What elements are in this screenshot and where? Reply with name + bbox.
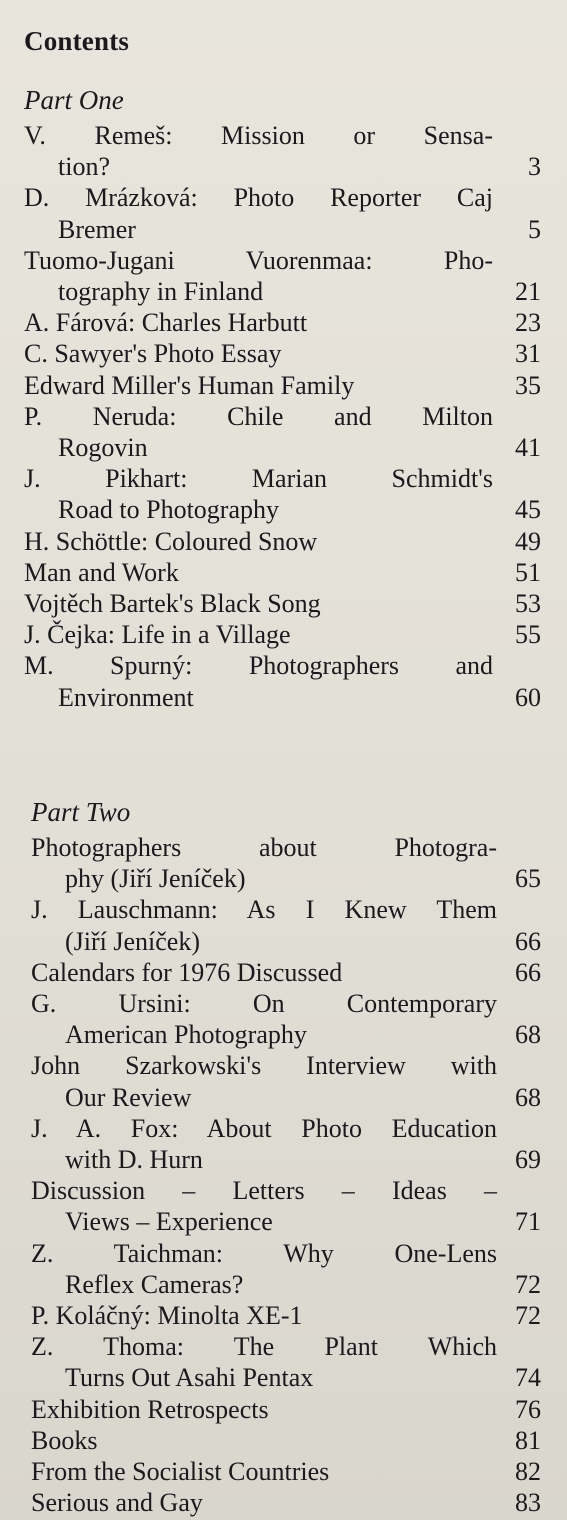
entry-page-number: 5 bbox=[528, 214, 541, 244]
contents-entry bbox=[0, 557, 567, 588]
entry-title-line: Views – Experience bbox=[65, 1207, 273, 1237]
entry-title-line: Serious and Gay bbox=[31, 1488, 203, 1518]
entry-title-line: Bremer bbox=[58, 214, 136, 244]
entry-page-number: 45 bbox=[515, 495, 541, 525]
entry-page-number: 55 bbox=[515, 620, 541, 650]
entry-title-line: (Jiří Jeníček) bbox=[65, 926, 201, 956]
entry-page-number: 65 bbox=[515, 864, 541, 894]
entry-page-number: 72 bbox=[515, 1269, 541, 1299]
entry-title-line: A. Fárová: Charles Harbutt bbox=[24, 308, 308, 338]
entry-page-number: 35 bbox=[515, 370, 541, 400]
entry-title-line: Z. Taichman: Why One-Lens bbox=[31, 1238, 497, 1268]
entry-page-number: 81 bbox=[515, 1425, 541, 1455]
contents-entry bbox=[0, 245, 567, 307]
entry-title-line: G. Ursini: On Contemporary bbox=[31, 989, 497, 1019]
entry-title-line: American Photography bbox=[65, 1020, 307, 1050]
contents-entry bbox=[0, 1331, 567, 1393]
entry-title-line: D. Mrázková: Photo Reporter Caj bbox=[24, 183, 493, 213]
entry-page-number: 41 bbox=[515, 433, 541, 463]
contents-entry bbox=[0, 894, 567, 956]
contents-entry bbox=[0, 1050, 567, 1112]
entry-title-line: Discussion – Letters – Ideas – bbox=[31, 1176, 497, 1206]
contents-entry bbox=[0, 401, 567, 463]
entry-title-line: J. Lauschmann: As I Knew Them bbox=[31, 895, 497, 925]
entry-title-line: John Szarkowski's Interview with bbox=[31, 1051, 497, 1081]
part-title: Part One bbox=[24, 85, 124, 115]
entry-title-line: Rogovin bbox=[58, 433, 148, 463]
entry-title-line: Photographers about Photogra- bbox=[31, 833, 497, 862]
entry-page-number: 72 bbox=[515, 1301, 541, 1331]
entry-page-number: 21 bbox=[515, 277, 541, 307]
entry-title-line: Reflex Cameras? bbox=[65, 1269, 244, 1299]
entry-page-number: 68 bbox=[515, 1020, 541, 1050]
contents-entry bbox=[0, 957, 567, 988]
entry-title-line: H. Schöttle: Coloured Snow bbox=[24, 526, 318, 556]
contents-entry bbox=[0, 650, 567, 712]
entry-title-line: J. A. Fox: About Photo Education bbox=[31, 1113, 497, 1143]
contents-entry bbox=[0, 338, 567, 369]
entry-title-line: V. Remeš: Mission or Sensa- bbox=[24, 121, 493, 150]
entry-page-number: 51 bbox=[515, 557, 541, 587]
contents-entry bbox=[0, 1300, 567, 1331]
entry-page-number: 31 bbox=[515, 339, 541, 369]
entry-page-number: 66 bbox=[515, 957, 541, 987]
contents-entry bbox=[0, 1456, 567, 1487]
contents-entry bbox=[0, 1487, 567, 1518]
entry-page-number: 71 bbox=[515, 1207, 541, 1237]
contents-entry bbox=[0, 526, 567, 557]
entry-title-line: Books bbox=[31, 1425, 98, 1455]
entry-title-line: Edward Miller's Human Family bbox=[24, 370, 355, 400]
contents-entry bbox=[0, 370, 567, 401]
entry-page-number: 3 bbox=[528, 152, 541, 182]
entry-title-line: tography in Finland bbox=[58, 277, 264, 307]
entry-page-number: 69 bbox=[515, 1145, 541, 1175]
entry-page-number: 60 bbox=[515, 682, 541, 712]
entry-page-number: 83 bbox=[515, 1488, 541, 1518]
entry-title-line: with D. Hurn bbox=[65, 1145, 203, 1175]
entry-title-line: J. Pikhart: Marian Schmidt's bbox=[24, 464, 493, 494]
entry-page-number: 53 bbox=[515, 589, 541, 619]
entry-page-number: 74 bbox=[515, 1363, 541, 1393]
entry-title-line: Road to Photography bbox=[58, 495, 279, 525]
entry-page-number: 82 bbox=[515, 1457, 541, 1487]
entry-title-line: phy (Jiří Jeníček) bbox=[65, 864, 246, 894]
part-title: Part Two bbox=[31, 797, 131, 827]
entry-title-line: M. Spurný: Photographers and bbox=[24, 651, 493, 681]
entry-page-number: 23 bbox=[515, 308, 541, 338]
part-two-section bbox=[0, 792, 567, 1518]
entry-page-number: 49 bbox=[515, 526, 541, 556]
contents-entry bbox=[0, 1425, 567, 1456]
entry-title-line: Vojtěch Bartek's Black Song bbox=[24, 589, 321, 619]
entry-title-line: Z. Thoma: The Plant Which bbox=[31, 1332, 497, 1362]
entry-title-line: Calendars for 1976 Discussed bbox=[31, 957, 343, 987]
entry-title-line: Environment bbox=[58, 682, 194, 712]
contents-entry bbox=[0, 988, 567, 1050]
entry-title-line: Our Review bbox=[65, 1082, 192, 1112]
contents-entry bbox=[0, 307, 567, 338]
entry-title-line: Exhibition Retrospects bbox=[31, 1394, 269, 1424]
entry-title-line: Man and Work bbox=[24, 557, 179, 587]
entry-page-number: 68 bbox=[515, 1082, 541, 1112]
contents-entry bbox=[0, 1394, 567, 1425]
entry-page-number: 66 bbox=[515, 926, 541, 956]
contents-heading: Contents bbox=[24, 26, 130, 56]
entry-title-line: P. Koláčný: Minolta XE-1 bbox=[31, 1301, 303, 1331]
entry-title-line: P. Neruda: Chile and Milton bbox=[24, 401, 493, 431]
entry-title-line: J. Čejka: Life in a Village bbox=[24, 620, 291, 650]
entry-title-line: C. Sawyer's Photo Essay bbox=[24, 339, 282, 369]
entry-title-line: From the Socialist Countries bbox=[31, 1457, 330, 1487]
entry-title-line: Tuomo-Jugani Vuorenmaa: Pho- bbox=[24, 245, 493, 275]
contents-entry bbox=[0, 1113, 567, 1175]
entry-title-line: tion? bbox=[58, 152, 110, 182]
contents-entry bbox=[0, 619, 567, 650]
contents-entry bbox=[0, 182, 567, 244]
entry-title-line: Turns Out Asahi Pentax bbox=[65, 1363, 314, 1393]
entry-page-number: 76 bbox=[515, 1394, 541, 1424]
contents-entry bbox=[0, 1175, 567, 1237]
contents-entry bbox=[0, 463, 567, 525]
part-one-section bbox=[0, 80, 567, 713]
contents-entry bbox=[0, 832, 567, 894]
contents-entry bbox=[0, 588, 567, 619]
contents-entry bbox=[0, 120, 567, 182]
contents-entry bbox=[0, 1238, 567, 1300]
